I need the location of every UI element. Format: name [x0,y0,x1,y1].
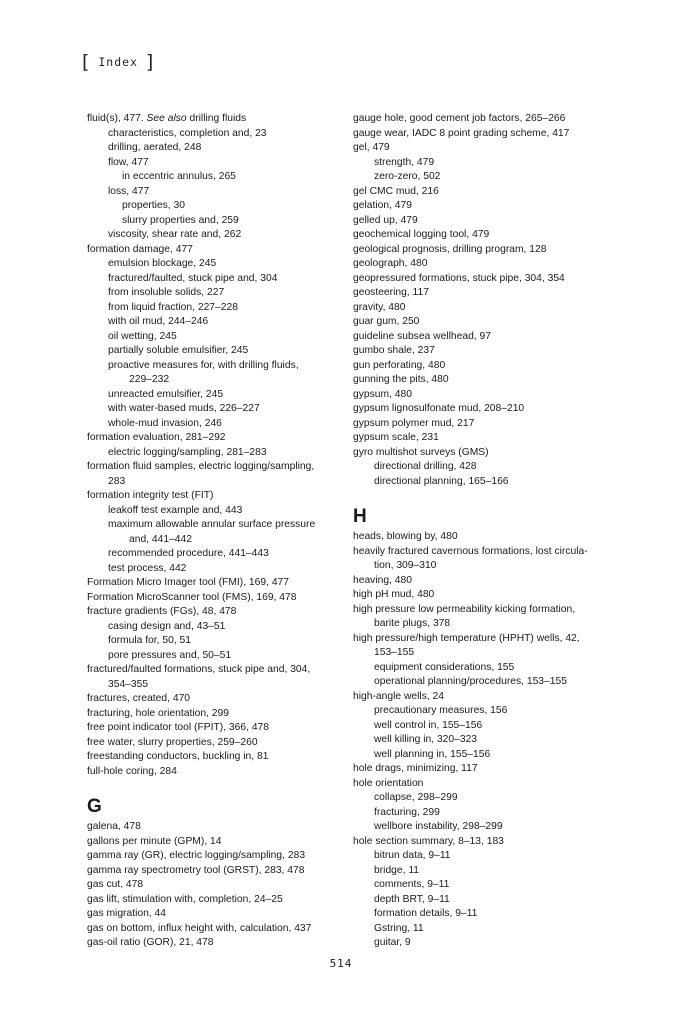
index-entry: gel, 479 [353,142,390,153]
index-entry: fluid(s), 477. See also drilling fluids [87,113,247,124]
index-entry: directional drilling, 428 [374,461,477,472]
index-entry: guitar, 9 [374,937,411,948]
index-entry: free water, slurry properties, 259–260 [87,736,258,748]
index-entry: unreacted emulsifier, 245 [108,388,224,400]
index-entry: hole section summary, 8–13, 183 [353,835,504,847]
index-entry: heavily fractured cavernous formations, lost circula- [353,545,588,557]
index-entry: gelled up, 479 [353,214,418,226]
index-entry: maximum allowable annular surface pressure [108,519,316,530]
index-entry: gas migration, 44 [87,908,166,919]
index-entry: high pressure/high temperature (HPHT) wells, 42, [353,632,580,644]
index-entry: equipment considerations, 155 [374,661,515,673]
index-entry: pore pressures and, 50–51 [108,649,232,661]
index-entry: from liquid fraction, 227–228 [108,301,238,313]
index-entry: partially soluble emulsifier, 245 [108,345,249,356]
index-entry: gypsum lignosulfonate mud, 208–210 [353,403,525,414]
index-entry: from insoluble solids, 227 [108,287,225,298]
index-column-left [87,112,337,951]
index-entry: guideline subsea wellhead, 97 [353,330,491,342]
header-title: Index [98,55,138,69]
index-entry: 153–155 [374,647,415,658]
index-entry: gun perforating, 480 [353,359,446,371]
index-entry: gas-oil ratio (GOR), 21, 478 [87,937,214,948]
index-entry: wellbore instability, 298–299 [374,821,503,832]
index-entry: barite plugs, 378 [374,618,451,629]
index-entry: gas lift, stimulation with, completion, 24–25 [87,893,283,905]
index-entry: fracture gradients (FGs), 48, 478 [87,606,237,617]
page-number: 514 [329,957,353,970]
index-entry: formation fluid samples, electric logging/sampling, [87,461,315,472]
index-entry: full-hole coring, 284 [87,765,177,777]
index-entry: gallons per minute (GPM), 14 [87,835,222,847]
header-close-bracket: ] [145,51,155,73]
index-entry: gas cut, 478 [87,879,144,890]
index-entry: loss, 477 [108,185,150,197]
index-entry: electric logging/sampling, 281–283 [108,446,267,458]
index-entry: and, 441–442 [129,533,192,545]
index-entry: gamma ray spectrometry tool (GRST), 283, 478 [87,864,305,876]
index-entry: properties, 30 [122,200,185,211]
index-entry: depth BRT, 9–11 [374,893,450,905]
index-entry: formation damage, 477 [87,243,193,255]
index-entry: gelation, 479 [353,200,412,211]
index-entry: tion, 309–310 [374,560,437,571]
index-entry: formation details, 9–11 [374,908,478,919]
section-letter: G [87,796,102,817]
index-entry: 229–232 [129,374,170,385]
index-entry: heaving, 480 [353,574,412,586]
index-entry: well killing in, 320–323 [374,734,478,745]
index-entry: 283 [108,475,126,487]
index-entry: gunning the pits, 480 [353,374,449,385]
running-head [82,51,154,73]
index-entry: casing design and, 43–51 [108,620,226,632]
index-entry: geochemical logging tool, 479 [353,229,490,240]
index-entry: whole-mud invasion, 246 [108,417,222,429]
index-entry: drilling, aerated, 248 [108,142,202,153]
index-entry: guar gum, 250 [353,316,420,327]
index-entry: leakoff test example and, 443 [108,504,243,516]
index-entry: free point indicator tool (FPIT), 366, 478 [87,722,270,733]
index-entry: well control in, 155–156 [374,719,483,731]
index-entry: well planning in, 155–156 [374,748,491,760]
index-entry: gypsum, 480 [353,388,412,400]
index-entry: recommended procedure, 441–443 [108,548,269,559]
index-entry: operational planning/procedures, 153–155 [374,676,567,687]
index-entry: hole orientation [353,777,424,789]
index-entry: with water-based muds, 226–227 [108,403,260,414]
index-entry: Gstring, 11 [374,922,424,934]
index-entry: emulsion blockage, 245 [108,258,217,269]
index-entry: gas on bottom, influx height with, calculation, 437 [87,922,312,934]
index-entry: flow, 477 [108,156,149,168]
index-entry: in eccentric annulus, 265 [122,171,236,182]
index-entry: with oil mud, 244–246 [108,316,209,327]
index-entry: bitrun data, 9–11 [374,850,451,861]
index-entry: formation integrity test (FIT) [87,490,214,501]
index-entry: gel CMC mud, 216 [353,185,439,197]
index-entry: geopressured formations, stuck pipe, 304, 354 [353,272,565,284]
index-entry: gauge hole, good cement job factors, 265–266 [353,113,566,124]
index-entry: heads, blowing by, 480 [353,531,458,542]
index-entry: bridge, 11 [374,864,420,876]
index-entry: slurry properties and, 259 [122,214,239,226]
index-entry: hole drags, minimizing, 117 [353,763,478,774]
index-entry: geolograph, 480 [353,258,428,269]
index-entry: test process, 442 [108,562,187,574]
index-entry: high pressure low permeability kicking formation, [353,603,576,615]
index-column-right [353,112,598,951]
index-entry: Formation Micro Imager tool (FMI), 169, 477 [87,577,290,588]
index-entry: fracturing, hole orientation, 299 [87,707,229,719]
index-entry: fractured/faulted, stuck pipe and, 304 [108,272,278,284]
index-entry: Formation MicroScanner tool (FMS), 169, 478 [87,591,297,603]
index-entry: high-angle wells, 24 [353,690,445,702]
index-entry: high pH mud, 480 [353,589,435,600]
index-entry: comments, 9–11 [374,879,450,890]
index-entry: gamma ray (GR), electric logging/sampling, 283 [87,850,306,861]
index-entry: 354–355 [108,678,149,690]
index-entry: gravity, 480 [353,301,406,313]
index-entry: fractured/faulted formations, stuck pipe and, 304, [87,664,311,675]
index-entry: proactive measures for, with drilling fluids, [108,359,299,371]
header-open-bracket: [ [82,51,91,73]
index-entry: freestanding conductors, buckling in, 81 [87,751,269,762]
index-entry: galena, 478 [87,821,141,832]
index-entry: directional planning, 165–166 [374,475,509,487]
index-entry: formula for, 50, 51 [108,635,191,646]
index-entry: oil wetting, 245 [108,330,177,342]
index-entry: gypsum scale, 231 [353,432,439,443]
index-entry: gumbo shale, 237 [353,345,435,356]
index-entry: collapse, 298–299 [374,792,458,803]
index-entry: fractures, created, 470 [87,693,191,704]
index-entry: strength, 479 [374,156,435,168]
index-entry: characteristics, completion and, 23 [108,127,267,139]
index-entry: viscosity, shear rate and, 262 [108,229,242,240]
index-entry: zero-zero, 502 [374,171,441,182]
index-entry: gyro multishot surveys (GMS) [353,446,489,458]
index-entry: formation evaluation, 281–292 [87,432,226,443]
index-entry: geosteering, 117 [353,287,429,298]
index-entry: fracturing, 299 [374,806,440,818]
index-entry: geological prognosis, drilling program, 128 [353,243,547,255]
index-entry: gauge wear, IADC 8 point grading scheme, 417 [353,127,570,139]
section-letter: H [353,506,367,527]
index-entry: gypsum polymer mud, 217 [353,417,475,429]
index-entry: precautionary measures, 156 [374,705,508,716]
